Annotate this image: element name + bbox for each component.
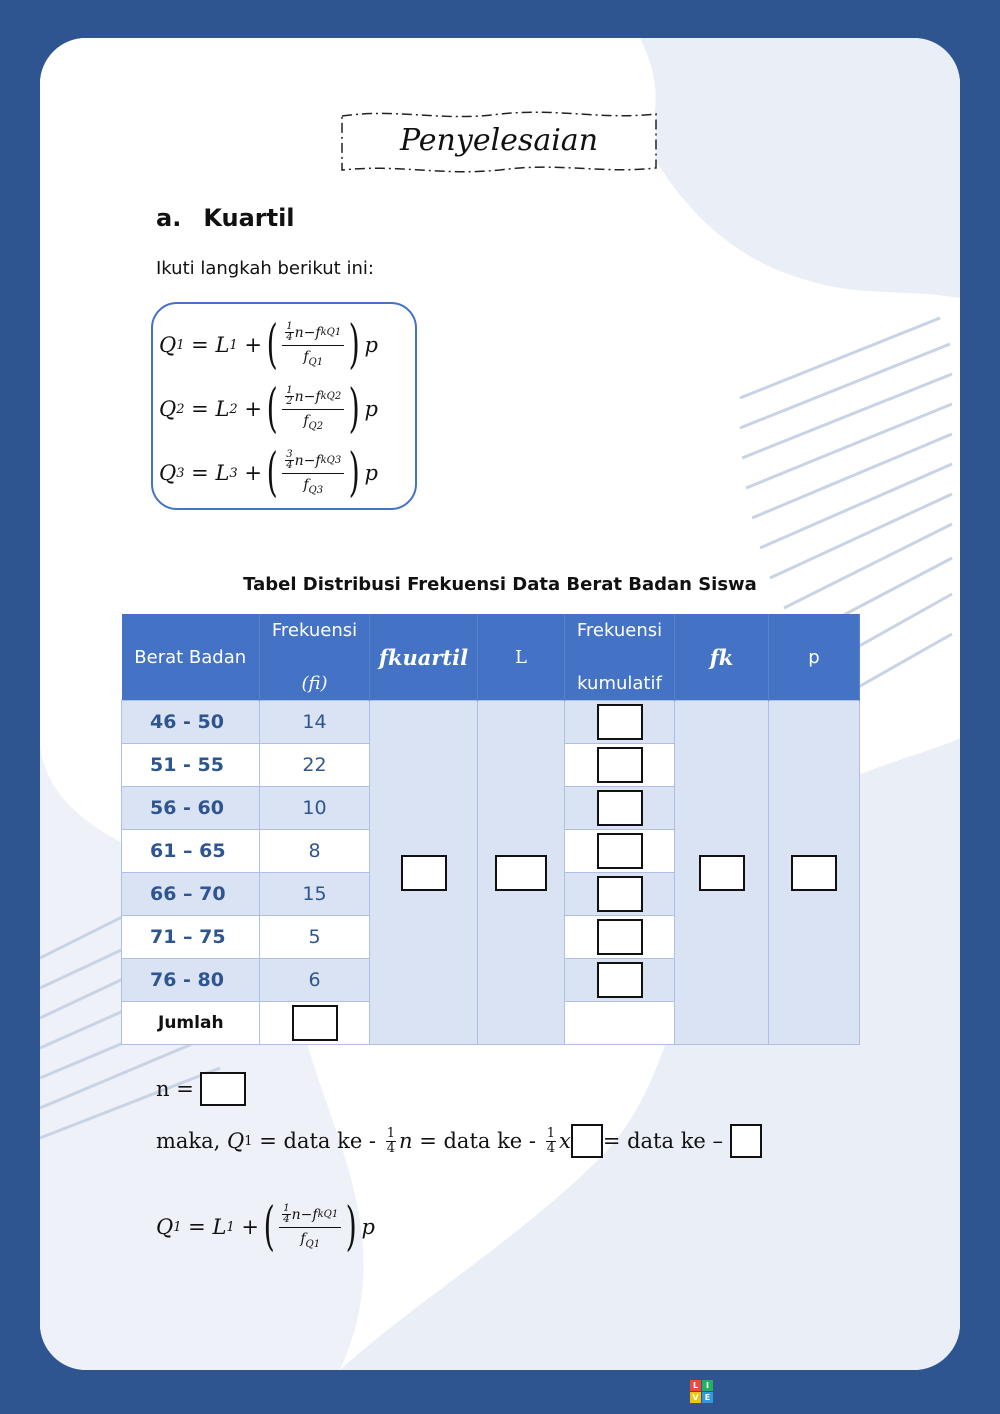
kumulatif-input-4[interactable]: [597, 833, 643, 869]
row-range: 66 – 70: [122, 873, 260, 916]
n-label: n =: [156, 1077, 194, 1101]
p-input[interactable]: [791, 855, 837, 891]
kumulatif-cell: [565, 701, 675, 744]
L-input[interactable]: [495, 855, 547, 891]
jumlah-input[interactable]: [292, 1005, 338, 1041]
header-frekuensi: Frekuensi (fi): [260, 614, 370, 701]
row-frequency: 6: [260, 959, 370, 1002]
fk-input[interactable]: [699, 855, 745, 891]
maka-n-input[interactable]: [571, 1124, 603, 1158]
worksheet-page: [40, 38, 960, 1370]
maka-line: maka, Q 1 = data ke - 1 4 n = data ke - 1 4 x = data ke –: [156, 1124, 762, 1158]
frequency-table: [121, 614, 860, 1045]
L-cell: [478, 701, 565, 1045]
kumulatif-input-1[interactable]: [597, 704, 643, 740]
row-range: 46 - 50: [122, 701, 260, 744]
row-frequency: 10: [260, 787, 370, 830]
formula-q2: Q 2 = L 2 + ( 1 2 n−f kQ2 $f_{Q2}$ ) p: [159, 379, 378, 439]
section-number: a.: [156, 204, 182, 232]
quartile-formula-box: [151, 302, 417, 510]
section-label: Kuartil: [203, 204, 295, 232]
kumulatif-input-6[interactable]: [597, 919, 643, 955]
row-frequency: 22: [260, 744, 370, 787]
section-heading: [156, 204, 295, 232]
row-frequency: 5: [260, 916, 370, 959]
liveworksheets-logo: [690, 1374, 999, 1408]
header-L: L: [478, 614, 565, 701]
watermark-text: LIVEWORKSHEETS: [717, 1374, 999, 1407]
kumulatif-input-2[interactable]: [597, 747, 643, 783]
row-range: 61 – 65: [122, 830, 260, 873]
row-frequency: 8: [260, 830, 370, 873]
row-range: 71 – 75: [122, 916, 260, 959]
row-range: 51 - 55: [122, 744, 260, 787]
formula-q1-repeat: Q 1 = L 1 + ( 1 4 n−f kQ1 $f_{Q1}$ ) p: [156, 1197, 375, 1257]
header-frekuensi-kumulatif: Frekuensi kumulatif: [565, 614, 675, 701]
kumulatif-input-5[interactable]: [597, 876, 643, 912]
table-header-row: [122, 614, 860, 701]
f-kuartil-input[interactable]: [401, 855, 447, 891]
formula-q1: Q 1 = L 1 + ( 1 4 n−f kQ1 $f_{Q1}$ ) p: [159, 315, 378, 375]
jumlah-cell: [260, 1002, 370, 1045]
header-f-kuartil: fkuartil: [370, 614, 478, 701]
header-fk: fk: [675, 614, 769, 701]
fk-cell: [675, 701, 769, 1045]
n-line: [156, 1072, 246, 1106]
kumulatif-cell: [565, 830, 675, 873]
header-berat-badan: Berat Badan: [122, 614, 260, 701]
kumulatif-empty-cell: [565, 1002, 675, 1045]
row-range: 56 - 60: [122, 787, 260, 830]
logo-icon: L I V E: [690, 1380, 713, 1403]
f-kuartil-cell: [370, 701, 478, 1045]
kumulatif-cell: [565, 916, 675, 959]
table-title: Tabel Distribusi Frekuensi Data Berat Badan Siswa: [243, 574, 757, 595]
formula-q3: Q 3 = L 3 + ( 3 4 n−f kQ3 $f_{Q3}$ ) p: [159, 443, 378, 503]
kumulatif-input-7[interactable]: [597, 962, 643, 998]
kumulatif-cell: [565, 959, 675, 1002]
kumulatif-cell: [565, 744, 675, 787]
n-input[interactable]: [200, 1072, 246, 1106]
title-banner: [340, 108, 658, 174]
intro-text: Ikuti langkah berikut ini:: [156, 258, 374, 279]
table-row: [122, 701, 860, 744]
row-frequency: 14: [260, 701, 370, 744]
header-p: p: [769, 614, 860, 701]
row-frequency: 15: [260, 873, 370, 916]
kumulatif-input-3[interactable]: [597, 790, 643, 826]
row-range: 76 - 80: [122, 959, 260, 1002]
kumulatif-cell: [565, 873, 675, 916]
page-title: Penyelesaian: [399, 123, 599, 158]
jumlah-label: Jumlah: [122, 1002, 260, 1045]
kumulatif-cell: [565, 787, 675, 830]
p-cell: [769, 701, 860, 1045]
maka-data-ke-input[interactable]: [730, 1124, 762, 1158]
